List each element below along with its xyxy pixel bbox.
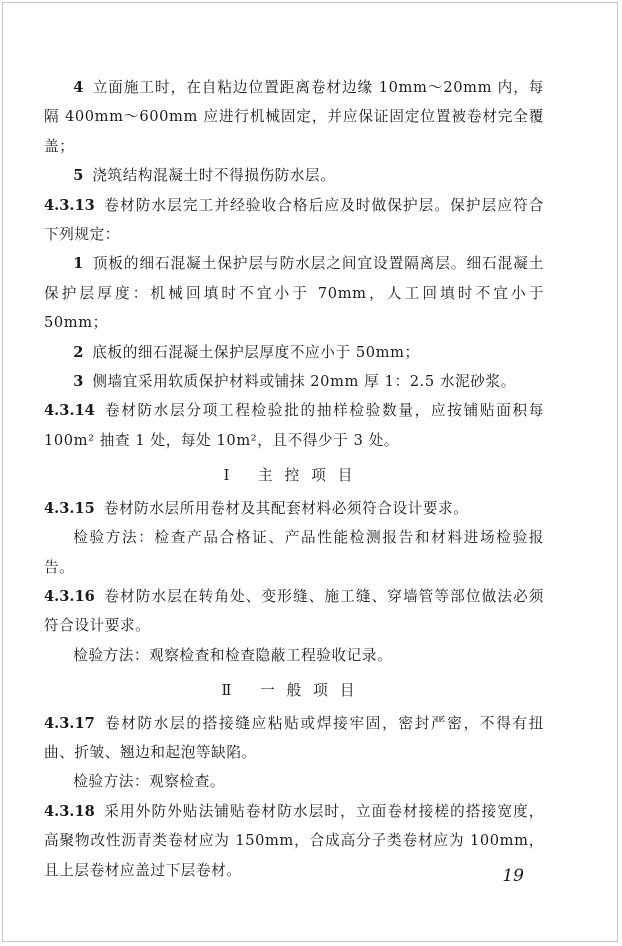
item-2 xyxy=(44,338,544,367)
item-number: 4 xyxy=(73,79,84,96)
clause-4-3-16 xyxy=(44,582,544,641)
item-text: 顶板的细石混凝土保护层与防水层之间宜设置隔离层。细石混凝土保护层厚度：机械回填时不宜小于 70mm，人工回填时不宜小于 50mm； xyxy=(44,255,544,332)
clause-text: 卷材防水层所用卷材及其配套材料必须符合设计要求。 xyxy=(103,499,469,517)
clause-4-3-15 xyxy=(44,494,544,523)
clause-number: 4.3.17 xyxy=(44,714,95,732)
inspection-method: 检验方法：检查产品合格证、产品性能检测报告和材料进场检验报告。 xyxy=(44,529,544,576)
clause-number: 4.3.14 xyxy=(44,402,95,420)
item-text: 立面施工时，在自粘边位置距离卷材边缘 10mm～20mm 内，每隔 400mm～600mm 应进行机械固定，并应保证固定位置被卷材完全覆盖； xyxy=(44,79,544,155)
item-4 xyxy=(44,73,544,161)
item-number: 2 xyxy=(73,343,84,361)
clause-number: 4.3.16 xyxy=(44,587,95,605)
clause-4-3-18 xyxy=(44,797,544,885)
clause-text: 卷材防水层分项工程检验批的抽样检验数量，应按铺贴面积每 100m² 抽查 1 处，每处 10m²，且不得少于 3 处。 xyxy=(44,402,544,449)
clause-text: 采用外防外贴法铺贴卷材防水层时，立面卷材接槎的搭接宽度，高聚物改性沥青类卷材应为 150mm，合成高分子类卷材应为 100mm，且上层卷材应盖过下层卷材。 xyxy=(44,802,544,879)
clause-number: 4.3.18 xyxy=(44,802,95,820)
inspection-method: 检验方法：观察检查。 xyxy=(73,773,226,791)
section-heading-main-items: Ⅰ 主控项目 xyxy=(223,467,365,485)
item-number: 3 xyxy=(73,373,84,391)
item-number: 1 xyxy=(73,255,84,273)
item-text: 底板的细石混凝土保护层厚度不应小于 50mm； xyxy=(92,343,420,361)
item-3 xyxy=(44,367,544,396)
page-number: 19 xyxy=(502,866,524,886)
clause-4-3-14 xyxy=(44,396,544,455)
clause-4-3-17 xyxy=(44,709,544,768)
clause-4-3-13 xyxy=(44,191,544,250)
item-number: 5 xyxy=(73,167,84,185)
clause-number: 4.3.13 xyxy=(44,196,95,214)
document-body xyxy=(44,73,544,885)
item-1 xyxy=(44,249,544,337)
clause-text: 卷材防水层在转角处、变形缝、施工缝、穿墙管等部位做法必须符合设计要求。 xyxy=(44,587,544,635)
item-text: 浇筑结构混凝土时不得损伤防水层。 xyxy=(92,167,336,185)
clause-text: 卷材防水层完工并经验收合格后应及时做保护层。保护层应符合下列规定： xyxy=(44,196,544,244)
clause-number: 4.3.15 xyxy=(44,499,95,517)
inspection-method: 检验方法：观察检查和检查隐蔽工程验收记录。 xyxy=(73,646,393,664)
item-5 xyxy=(44,161,544,190)
item-text: 侧墙宜采用软质保护材料或铺抹 20mm 厚 1：2.5 水泥砂浆。 xyxy=(92,373,516,391)
section-heading-general-items: Ⅱ 一般项目 xyxy=(221,682,367,700)
clause-text: 卷材防水层的搭接缝应粘贴或焊接牢固，密封严密，不得有扭曲、折皱、翘边和起泡等缺陷。 xyxy=(44,714,544,761)
